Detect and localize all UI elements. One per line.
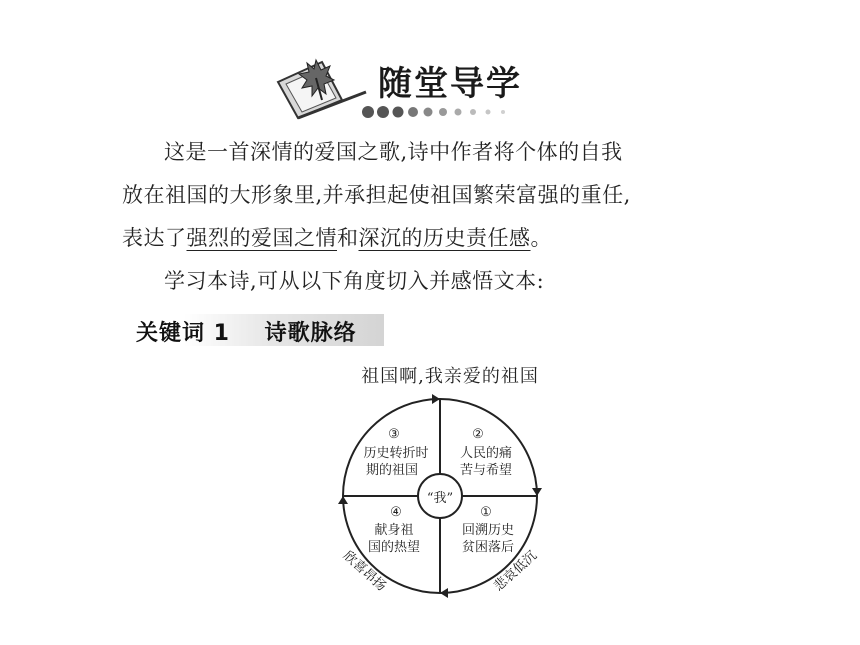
arrow-bottom-icon (440, 588, 448, 598)
diagram-title: 祖国啊,我亲爱的祖国 (361, 366, 539, 387)
keyword-heading: 关键词 1 诗歌脉络 (136, 321, 357, 346)
arrow-left-icon (338, 496, 348, 504)
center-label: “我” (426, 491, 454, 506)
q1-number: ① (480, 505, 492, 520)
intro-line-3 (122, 226, 762, 250)
q2-line-1: 人民的痛 (459, 446, 513, 461)
q3-number: ③ (388, 427, 400, 442)
q4-line-2: 国的热望 (367, 540, 421, 555)
emphasis-responsibility: 深沉的历史责任感 (358, 226, 531, 250)
intro-conjunction: 和 (337, 226, 359, 250)
section-header (270, 52, 570, 122)
intro-prefix: 表达了 (122, 226, 187, 250)
intro-line-4: 学习本诗,可从以下角度切入并感悟文本: (164, 269, 545, 293)
left-arc-label: 欣喜昂扬 (339, 548, 389, 595)
q4-line-1: 献身祖 (374, 523, 414, 538)
q1-line-2: 贫困落后 (461, 540, 515, 555)
q2-line-2: 苦与希望 (459, 463, 513, 478)
right-arc-label: 悲哀低沉 (491, 548, 541, 595)
q3-line-2: 期的祖国 (365, 463, 419, 478)
q4-number: ④ (390, 505, 402, 520)
arrow-right-icon (532, 488, 542, 496)
intro-line-2: 放在祖国的大形象里,并承担起使祖国繁荣富强的重任, (122, 183, 631, 207)
section-title: 随堂导学 (378, 64, 522, 104)
emphasis-patriotism: 强烈的爱国之情 (186, 226, 337, 250)
intro-line-1: 这是一首深情的爱国之歌,诗中作者将个体的自我 (164, 140, 623, 164)
intro-period: 。 (530, 226, 552, 250)
q1-line-1: 回溯历史 (461, 523, 515, 538)
q2-number: ② (472, 427, 484, 442)
poem-structure-diagram (300, 355, 590, 615)
q3-line-1: 历史转折时 (363, 446, 429, 461)
arrow-top-icon (432, 394, 440, 404)
